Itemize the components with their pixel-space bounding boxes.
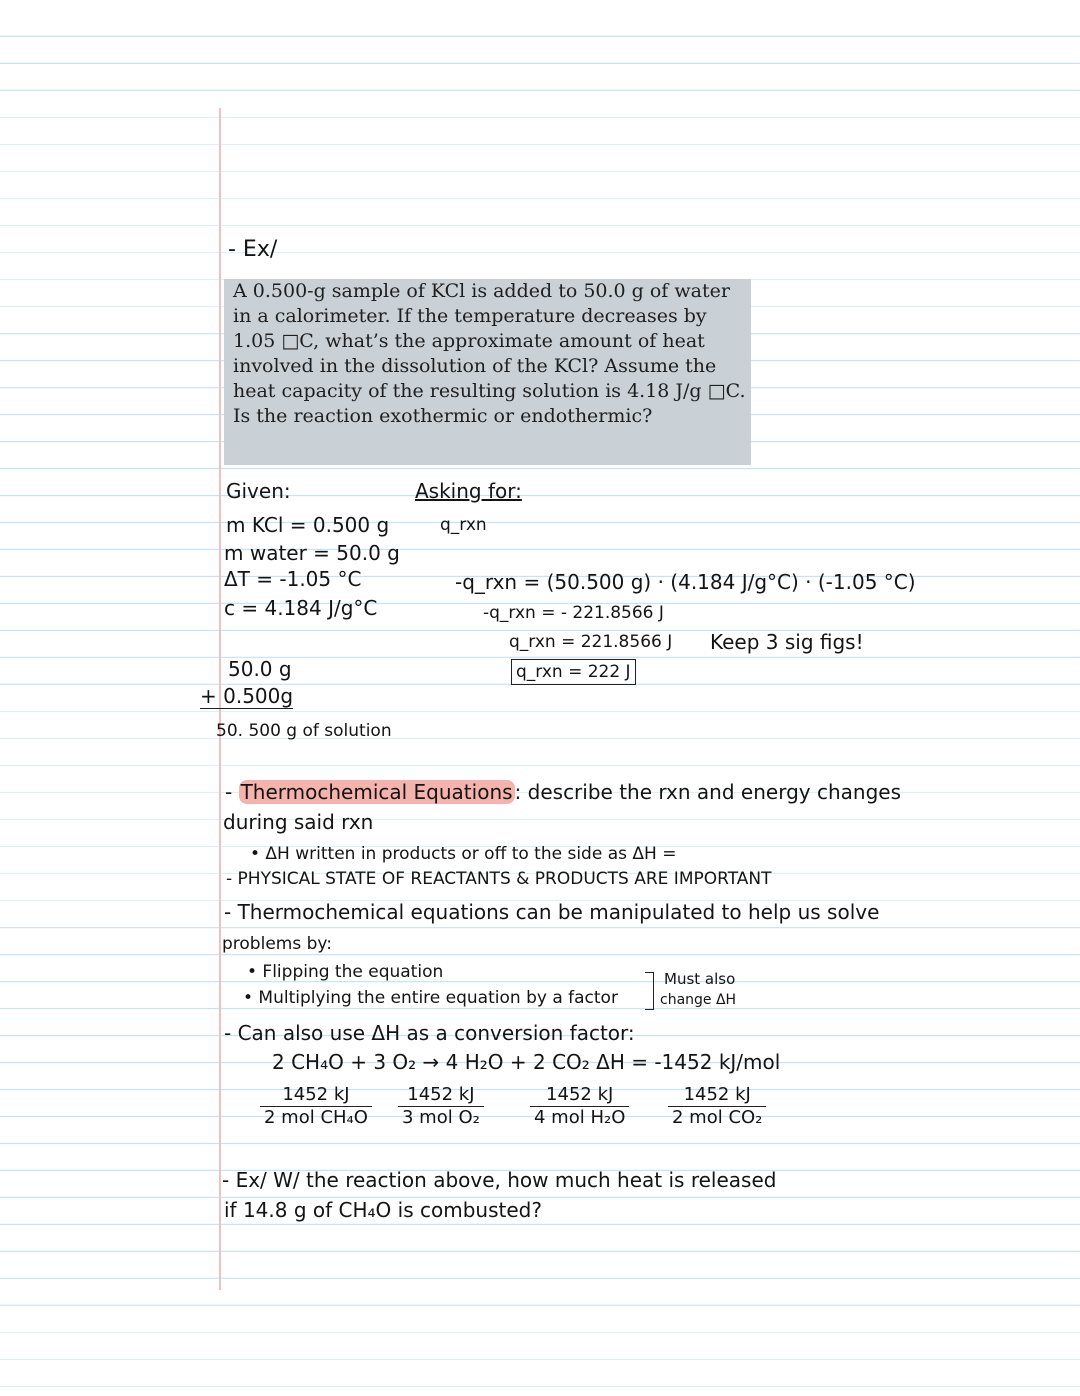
- sum-a: 50.0 g: [228, 657, 292, 681]
- given-line: m KCl = 0.500 g: [226, 513, 390, 537]
- thermo-line-4: - Thermochemical equations can be manipulated to help us solve: [224, 900, 880, 924]
- question-box: [224, 279, 751, 465]
- sum-b: + 0.500g: [200, 684, 294, 708]
- given-line: m water = 50.0 g: [224, 541, 400, 565]
- asking-heading: Asking for:: [415, 479, 522, 503]
- thermo-line-6: - Can also use ΔH as a conversion factor:: [224, 1021, 635, 1045]
- calc-line-1: -q_rxn = (50.500 g) · (4.184 J/g°C) · (-1.05 °C): [455, 570, 916, 594]
- sig-fig-note: Keep 3 sig figs!: [710, 630, 864, 654]
- thermo-bullet-1: • ΔH written in products or off to the side as ΔH =: [250, 844, 677, 864]
- conversion-factor: 1452 kJ 2 mol CH₄O: [260, 1084, 372, 1129]
- thermo-line-5: problems by:: [222, 934, 332, 954]
- thermo-line-3: - PHYSICAL STATE OF REACTANTS & PRODUCTS ARE IMPORTANT: [226, 869, 772, 889]
- thermo-line-1: - Thermochemical Equations : describe the rxn and energy changes: [225, 780, 901, 804]
- asking-value: q_rxn: [440, 515, 487, 535]
- calc-line-2: -q_rxn = - 221.8566 J: [483, 603, 664, 623]
- example-label: - Ex/: [228, 237, 278, 262]
- thermo-equation: 2 CH₄O + 3 O₂ → 4 H₂O + 2 CO₂ ΔH = -1452 kJ/mol: [272, 1050, 781, 1074]
- side-note-1: Must also: [664, 970, 736, 988]
- sum-result: 50. 500 g of solution: [216, 721, 392, 741]
- side-note-2: change ΔH: [660, 992, 737, 1008]
- example-2-line-1: - Ex/ W/ the reaction above, how much heat is released: [222, 1168, 777, 1192]
- bracket: [645, 972, 654, 1010]
- conversion-factor: 1452 kJ 4 mol H₂O: [530, 1084, 629, 1129]
- given-line: ΔT = -1.05 °C: [224, 567, 362, 591]
- thermo-bullet-3: • Multiplying the entire equation by a factor: [243, 988, 618, 1008]
- thermo-bullet-2: • Flipping the equation: [247, 962, 444, 982]
- conversion-factor: 1452 kJ 3 mol O₂: [398, 1084, 484, 1129]
- thermo-line-2: during said rxn: [223, 810, 374, 834]
- question-text: A 0.500-g sample of KCl is added to 50.0 g of water in a calorimeter. If the temperature decreases by 1.05 □C, what’s the approximate amount of heat involved in the dissolution of the KCl? Assume the heat capacity of the resulting solution is 4.18 J/g □C. Is the reaction exothermic or endothermic?: [233, 280, 746, 427]
- given-line: c = 4.184 J/g°C: [224, 596, 378, 620]
- example-2-line-2: if 14.8 g of CH₄O is combusted?: [224, 1198, 542, 1222]
- highlighted-term: Thermochemical Equations: [240, 780, 513, 804]
- calc-line-3: q_rxn = 221.8566 J: [509, 632, 673, 652]
- calc-answer: q_rxn = 222 J: [511, 659, 636, 685]
- conversion-factor: 1452 kJ 2 mol CO₂: [668, 1084, 766, 1129]
- given-heading: Given:: [226, 479, 291, 503]
